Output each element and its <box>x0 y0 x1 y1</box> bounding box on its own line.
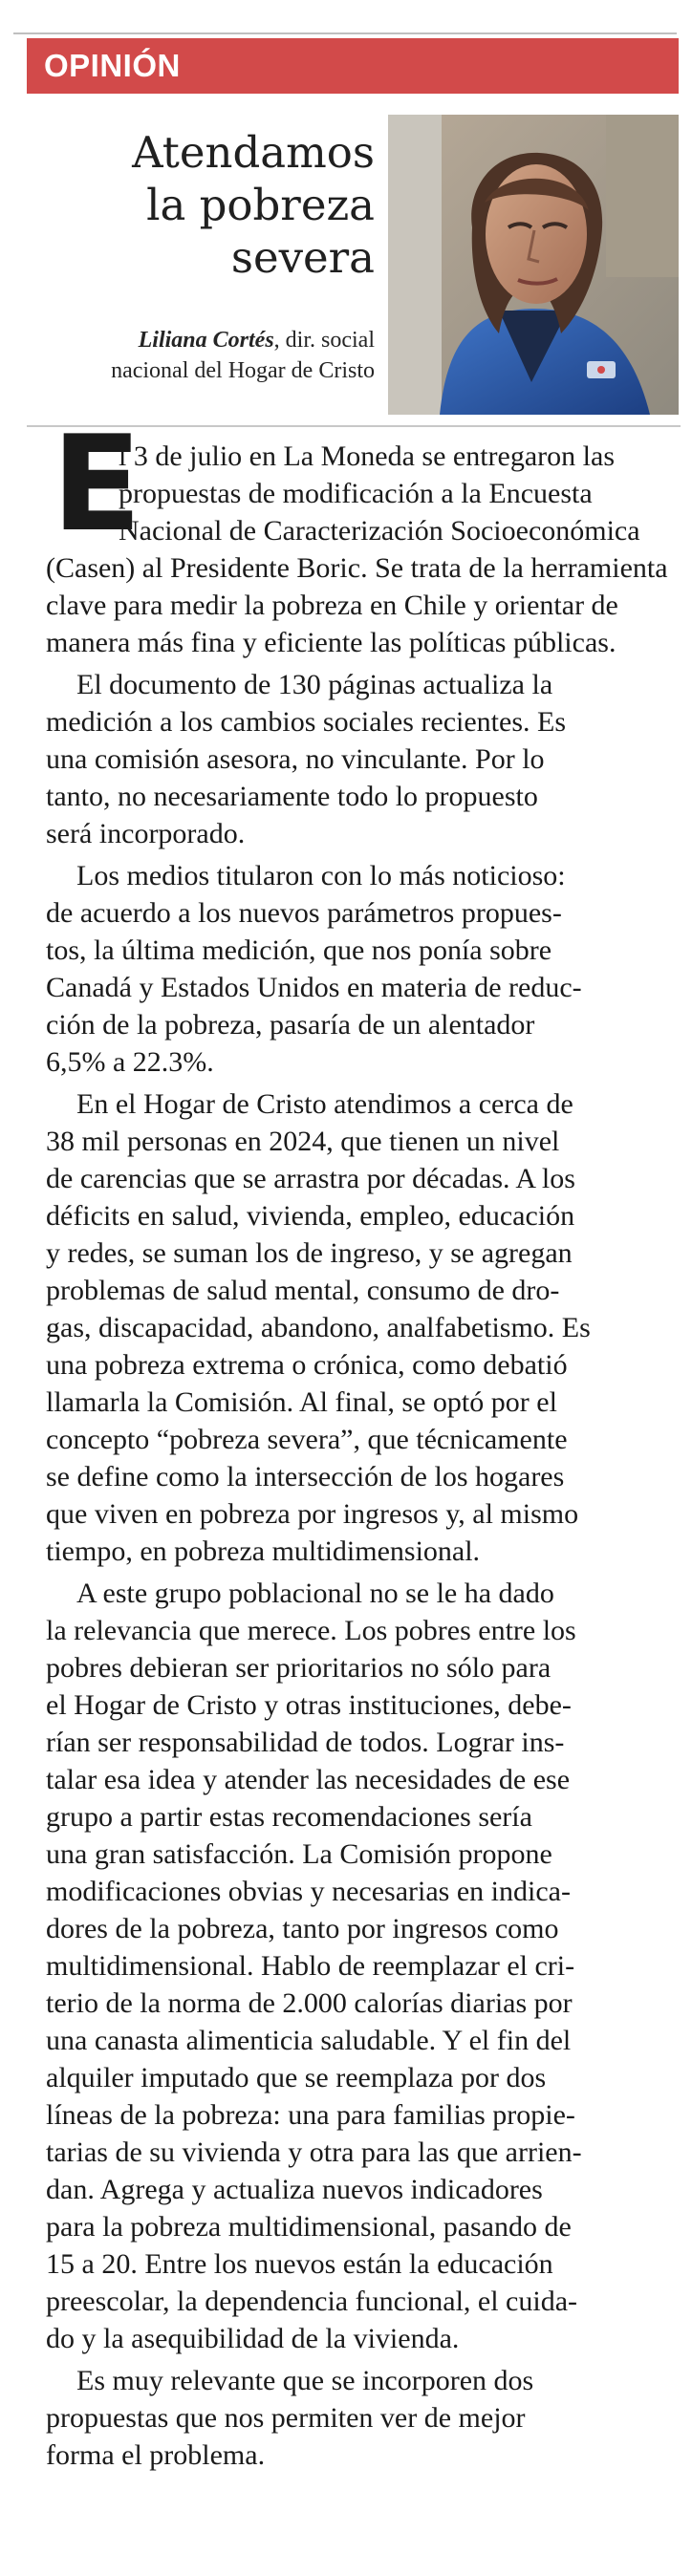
article-line: do y la asequibilidad de la vivienda. <box>46 2323 460 2354</box>
article-paragraph <box>46 1085 665 1570</box>
article-line: Nacional de Caracterización Socioeconómica <box>119 515 640 547</box>
article-line: será incorporado. <box>46 818 246 849</box>
article-paragraph <box>46 2362 665 2474</box>
article-line: y redes, se suman los de ingreso, y se agregan <box>46 1237 573 1269</box>
article-line: grupo a partir estas recomendaciones sería <box>46 1801 532 1833</box>
article-line: concepto “pobreza severa”, que técnicamente <box>46 1424 568 1455</box>
article-body <box>46 438 668 2474</box>
article-line: de acuerdo a los nuevos parámetros propues- <box>46 897 562 929</box>
article-line: una comisión asesora, no vinculante. Por lo <box>46 743 545 775</box>
article-line: Los medios titularon con lo más noticioso: <box>76 860 566 891</box>
byline <box>29 325 375 386</box>
article-line: talar esa idea y atender las necesidades de ese <box>46 1764 571 1795</box>
article-line: una pobreza extrema o crónica, como debatió <box>46 1349 568 1381</box>
article-line: problemas de salud mental, consumo de dro- <box>46 1275 560 1306</box>
section-header <box>27 38 679 94</box>
article-line: dan. Agrega y actualiza nuevos indicadores <box>46 2174 543 2205</box>
article-line: de carencias que se arrastra por décadas. A los <box>46 1163 575 1194</box>
author-portrait <box>388 115 679 415</box>
drop-cap: E <box>52 407 142 561</box>
article-line: pobres debieran ser prioritarios no sólo para <box>46 1652 551 1684</box>
article-headline <box>29 126 375 284</box>
article-line: medición a los cambios sociales recientes. Es <box>46 706 566 738</box>
article-line: Canadá y Estados Unidos en materia de reduc- <box>46 972 582 1003</box>
article-line: el Hogar de Cristo y otras instituciones, debe- <box>46 1689 572 1721</box>
article-line: propuestas de modificación a la Encuesta <box>119 478 593 509</box>
byline-role: , dir. social <box>273 328 375 353</box>
article-line: la relevancia que merece. Los pobres entre los <box>46 1615 576 1646</box>
article-line: para la pobreza multidimensional, pasando de <box>46 2211 572 2243</box>
article-line: El documento de 130 páginas actualiza la <box>76 669 553 700</box>
article-line: rían ser responsabilidad de todos. Lograr ins- <box>46 1727 565 1758</box>
article-line: una canasta alimenticia saludable. Y el fin del <box>46 2025 572 2056</box>
article-line: alquiler imputado que se reemplaza por dos <box>46 2062 547 2093</box>
article-line: A este grupo poblacional no se le ha dado <box>76 1578 554 1609</box>
byline-author: Liliana Cortés <box>138 328 274 353</box>
article-line: forma el problema. <box>46 2439 266 2471</box>
article-line: manera más fina y eficiente las políticas públicas. <box>46 627 616 658</box>
article-line: tos, la última medición, que nos ponía sobre <box>46 934 552 966</box>
article-line: propuestas que nos permiten ver de mejor <box>46 2402 526 2434</box>
headline-line: la pobreza <box>146 180 375 230</box>
article-line: que viven en pobreza por ingresos y, al mismo <box>46 1498 579 1530</box>
article-line: una gran satisfacción. La Comisión propone <box>46 1838 552 1870</box>
headline-line: Atendamos <box>132 127 375 178</box>
article-line: En el Hogar de Cristo atendimos a cerca de <box>76 1088 573 1120</box>
article-line: líneas de la pobreza: una para familias propie- <box>46 2099 575 2131</box>
article-line: ción de la pobreza, pasaría de un alentador <box>46 1009 535 1041</box>
article-line: clave para medir la pobreza en Chile y orientar de <box>46 590 618 621</box>
article-paragraph <box>46 1575 665 2357</box>
article-line: multidimensional. Hablo de reemplazar el cri- <box>46 1950 575 1982</box>
article-line: 6,5% a 22.3%. <box>46 1046 214 1078</box>
article-line: 15 a 20. Entre los nuevos están la educación <box>46 2248 553 2280</box>
article-line: 38 mil personas en 2024, que tienen un nivel <box>46 1126 560 1157</box>
top-rule <box>13 32 677 34</box>
article-line: Es muy relevante que se incorporen dos <box>76 2365 534 2396</box>
article-line: terio de la norma de 2.000 calorías diarias por <box>46 1987 573 2019</box>
article-line: (Casen) al Presidente Boric. Se trata de la herramienta <box>46 552 668 584</box>
article-line: llamarla la Comisión. Al final, se optó por el <box>46 1386 557 1418</box>
article-line: preescolar, la dependencia funcional, el cuida- <box>46 2286 578 2317</box>
article-line: tarias de su vivienda y otra para las que arrien- <box>46 2136 582 2168</box>
article-line: tiempo, en pobreza multidimensional. <box>46 1535 481 1567</box>
article-line: se define como la intersección de los hogares <box>46 1461 565 1492</box>
article-paragraph <box>46 666 665 852</box>
article-line: l 3 de julio en La Moneda se entregaron las <box>119 440 615 472</box>
article-line: tanto, no necesariamente todo lo propuesto <box>46 781 538 812</box>
article-paragraph <box>46 438 668 661</box>
article-line: déficits en salud, vivienda, empleo, educación <box>46 1200 575 1232</box>
article-paragraph <box>46 857 665 1081</box>
section-label: OPINIÓN <box>44 48 181 83</box>
byline-organization: nacional del Hogar de Cristo <box>111 358 375 383</box>
headline-line: severa <box>230 232 375 283</box>
article-line: dores de la pobreza, tanto por ingresos como <box>46 1913 559 1944</box>
article-line: gas, discapacidad, abandono, analfabetismo. Es <box>46 1312 591 1343</box>
article-line: modificaciones obvias y necesarias en indica- <box>46 1876 571 1907</box>
